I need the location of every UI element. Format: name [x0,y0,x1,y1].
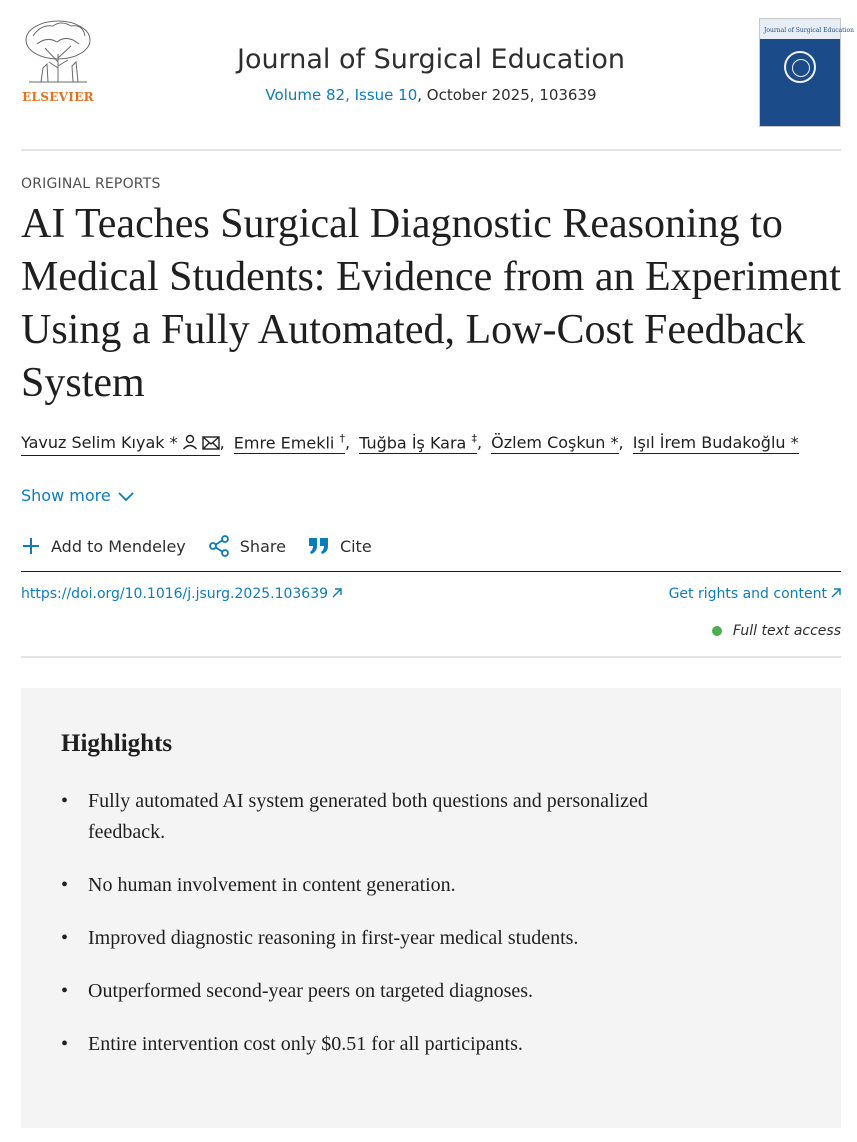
cite-button[interactable] [308,537,372,556]
cover-title: Journal of Surgical Education [764,27,854,34]
cite-label: Cite [339,536,372,556]
highlights-list [61,786,681,1082]
highlights-title: Highlights [61,730,173,757]
author-separator: , [219,433,225,453]
person-icon [182,434,198,454]
share-icon [208,535,230,557]
external-link-icon [332,586,342,602]
highlight-item: • No human involvement in content generation. [61,870,681,901]
doi-link[interactable] [21,586,342,602]
doi-text: https://doi.org/10.1016/j.jsurg.2025.103639 [21,586,329,602]
cover-seal-icon [784,51,816,83]
access-label: Full text access [732,623,841,639]
article-actions [21,533,394,559]
plus-icon [21,536,41,556]
author-mark: ‡ [471,432,477,445]
author-link[interactable] [633,433,799,454]
journal-header [21,14,854,129]
author-name: Işıl İrem Budakoğlu [632,433,786,453]
header-divider [21,149,841,151]
meta-divider [21,656,841,658]
rights-link[interactable] [669,586,841,602]
author-name: Yavuz Selim Kıyak [21,433,165,453]
article-type: ORIGINAL REPORTS [21,176,161,192]
highlight-item: • Fully automated AI system generated both questions and personalized feedback. [61,786,681,848]
show-more-label: Show more [21,486,111,505]
access-status [712,623,841,639]
publisher-name: ELSEVIER [22,90,94,104]
author-name: Emre Emekli [233,433,335,453]
highlight-item: • Outperformed second-year peers on targeted diagnoses. [61,976,681,1007]
author-mark: * [790,433,799,453]
quote-icon [308,537,330,555]
share-label: Share [239,536,286,556]
external-link-icon [831,586,841,602]
author-link[interactable] [491,433,618,454]
highlight-item: • Entire intervention cost only $0.51 for all participants. [61,1029,681,1060]
article-title: AI Teaches Surgical Diagnostic Reasoning to Medical Students: Evidence from an Experiment Using a Fully Automated, Low-Cost Feedback System [21,201,841,406]
mendeley-label: Add to Mendeley [51,536,186,556]
author-separator: , [618,433,624,453]
author-mark: * [169,433,178,453]
volume-issue-link[interactable]: Volume 82, Issue 10 [265,86,418,104]
author-link[interactable] [234,432,345,454]
author-separator: , [344,433,351,453]
author-link[interactable] [359,432,477,454]
show-more-button[interactable] [21,486,135,505]
author-link[interactable] [21,433,220,456]
journal-cover-image[interactable] [759,18,854,127]
author-list [21,432,851,456]
actions-divider [21,571,841,572]
email-icon[interactable] [202,435,220,454]
author-mark: * [610,433,619,453]
highlights-box [21,688,841,1128]
journal-issue-info [21,86,841,104]
share-button[interactable] [208,535,286,557]
add-to-mendeley-button[interactable] [21,536,186,556]
issue-date-id: , October 2025, 103639 [417,86,597,104]
journal-title[interactable]: Journal of Surgical Education [237,44,625,75]
author-name: Özlem Coşkun [491,433,606,453]
highlight-item: • Improved diagnostic reasoning in first-year medical students. [61,923,681,954]
author-mark: † [339,432,345,445]
rights-text: Get rights and content [668,586,827,602]
author-separator: , [476,433,483,453]
author-name: Tuğba İş Kara [359,433,467,453]
chevron-down-icon [117,491,135,503]
access-dot-icon [712,626,722,636]
